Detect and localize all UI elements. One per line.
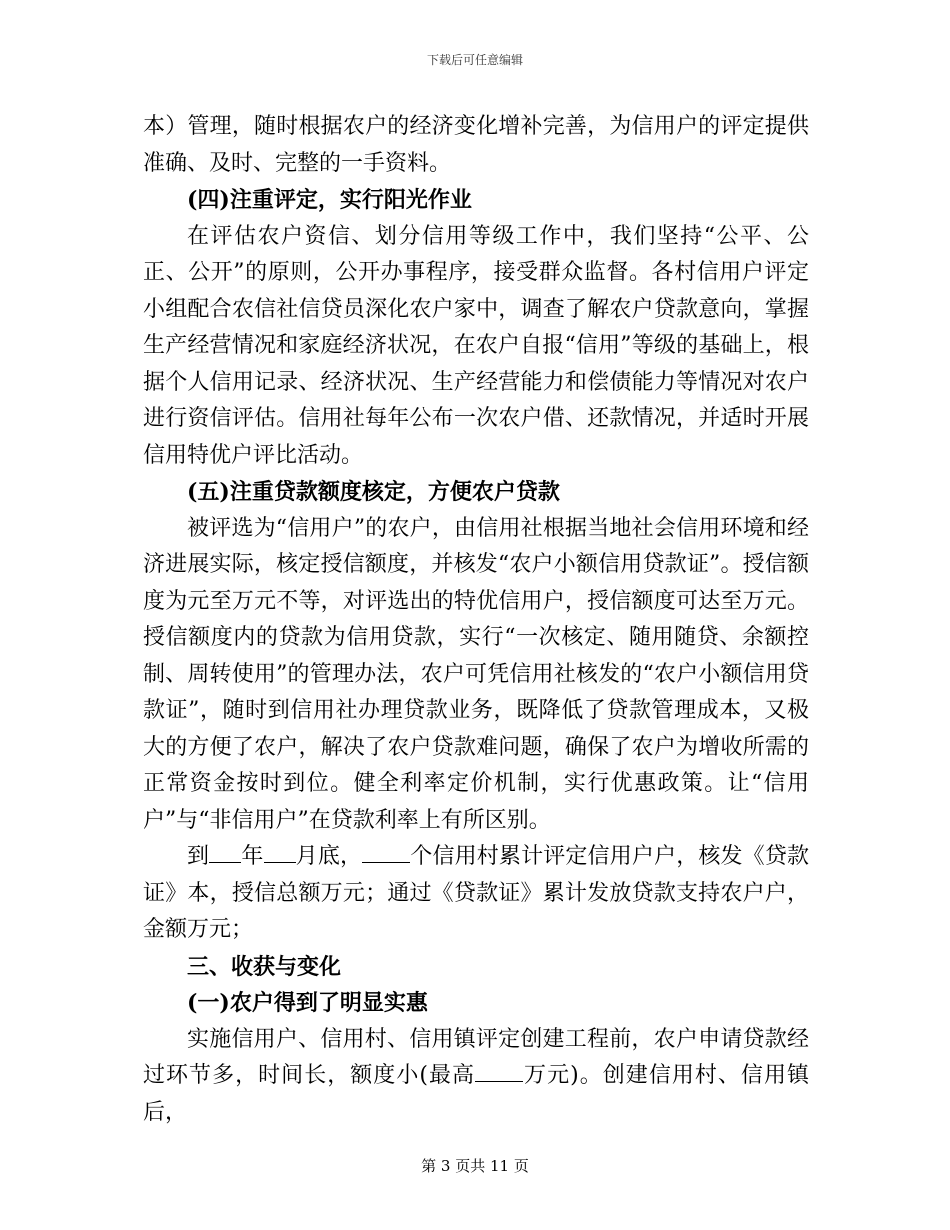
- paragraph-with-blanks: [143, 839, 809, 949]
- text-segment: 万元)。创建信用村、信用镇后，: [143, 1063, 809, 1125]
- page-header: 下载后可任意编辑: [426, 53, 523, 67]
- text-segment: 月底，: [295, 844, 363, 869]
- subsection-heading: (一)农户得到了明显实惠: [187, 990, 428, 1016]
- text-segment: 到: [187, 844, 210, 869]
- section-heading: (四)注重评定，实行阳光作业: [187, 187, 472, 213]
- text-segment: 年: [241, 844, 264, 869]
- paragraph: 被评选为“信用户”的农户，由信用社根据当地社会信用环境和经济进展实际，核定授信额度，并核发“农户小额信用贷款证”。授信额度为元至万元不等，对评选出的特优信用户，授信额度可达至万元。授信额度内的贷款为信用贷款，实行“一次核定、随用随贷、余额控制、周转使用”的管理办法，农户可凭信用社核发的“农户小额信用贷款证”，随时到信用社办理贷款业务，既降低了贷款管理成本，又极大的方便了农户，解决了农户贷款难问题，确保了农户为增收所需的正常资金按时到位。健全利率定价机制，实行优惠政策。让“信用户”与“非信用户”在贷款利率上有所区别。: [143, 515, 809, 833]
- fill-blank: [264, 840, 296, 863]
- text-segment: 个信用村累计评定信用户户，核发《贷款证》本，授信总额万元；通过《贷款证》累计发放贷款支持农户户，金额万元；: [143, 844, 809, 942]
- fill-blank: [362, 840, 410, 863]
- fill-blank: [475, 1059, 523, 1082]
- paragraph: 在评估农户资信、划分信用等级工作中，我们坚持“公平、公正、公开”的原则，公开办事程序，接受群众监督。各村信用户评定小组配合农信社信贷员深化农户家中，调查了解农户贷款意向，掌握生产经营情况和家庭经济状况，在农户自报“信用”等级的基础上，根据个人信用记录、经济状况、生产经营能力和偿债能力等情况对农户进行资信评估。信用社每年公布一次农户借、还款情况，并适时开展信用特优户评比活动。: [143, 223, 809, 468]
- paragraph: 本）管理，随时根据农户的经济变化增补完善，为信用户的评定提供准确、及时、完整的一手资料。: [143, 114, 809, 176]
- page-footer: 第 3 页共 11 页: [421, 1157, 529, 1175]
- section-heading: 三、收获与变化: [187, 953, 342, 980]
- document-body: [143, 109, 809, 1131]
- fill-blank: [209, 840, 241, 863]
- text-segment: 实施信用户、信用村、信用镇评定创建工程前，农户申请贷款经过环节多，时间长，额度小(最高: [143, 1026, 809, 1088]
- paragraph-with-blanks: [143, 1022, 809, 1132]
- section-heading: (五)注重贷款额度核定，方便农户贷款: [187, 479, 560, 505]
